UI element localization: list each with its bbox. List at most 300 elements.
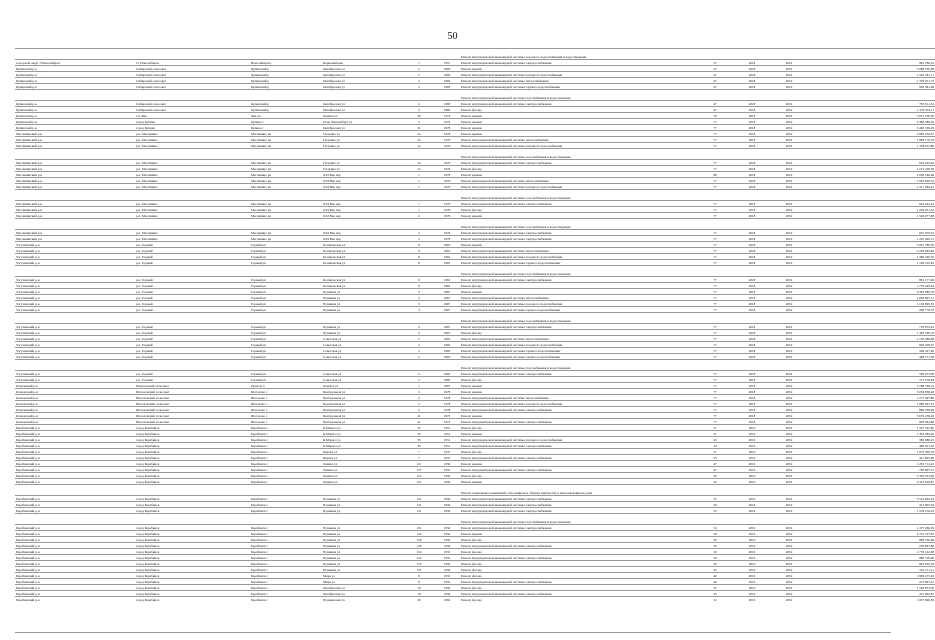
cell-build-year: 1957 (434, 60, 460, 66)
cell-house-number: 3 (404, 119, 434, 125)
cell-year-end: 2019 (770, 389, 808, 395)
cell-municipality: р.п. Горный (135, 330, 250, 336)
cell-cost (808, 360, 935, 371)
table-row (15, 149, 935, 160)
cell-house-number (404, 90, 434, 101)
cell-cost: 3 288 230,68 (808, 66, 935, 72)
cell-area-value: 77 (696, 248, 734, 254)
cell-municipality: город Барабинск (135, 525, 250, 531)
cell-district: Тогучинский р-н (15, 283, 135, 289)
cell-work-type: Ремонт фасада (460, 207, 676, 213)
cell-municipality: р.п. Горный (135, 354, 250, 360)
cell-district: Купинский р-н (15, 125, 135, 131)
cell-municipality: город Барабинск (135, 496, 250, 502)
cell-street: Мира ул (322, 573, 404, 579)
cell-year-end: 2019 (770, 573, 808, 579)
cell-area-value: 55 (696, 496, 734, 502)
cell-house-number: 19 (404, 585, 434, 591)
cell-district: Барабинский р-н (15, 467, 135, 473)
cell-cost: 1 080 943,53 (808, 401, 935, 407)
cell-municipality: р.п. Маслянино (135, 207, 250, 213)
cell-year-end (770, 90, 808, 101)
cell-street: Ленина ул (322, 113, 404, 119)
cell-street: Пушкина ул (322, 567, 404, 573)
cell-build-year: 1978 (434, 125, 460, 131)
cell-area-value: 77 (696, 371, 734, 377)
cell-work-type: Ремонт фасада (460, 561, 676, 567)
cell-build-year: 1950 (434, 508, 460, 514)
cell-work-type: Ремонт крыши (460, 119, 676, 125)
cell-district: Маслянинский р-н (15, 184, 135, 190)
cell-cost: 906 776,79 (808, 307, 935, 313)
cell-cost: 1 838 897,51 (808, 295, 935, 301)
cell-cost: 624 203,02 (808, 160, 935, 166)
cell-street: Советская ул (322, 348, 404, 354)
cell-year-end (770, 190, 808, 201)
cell-area-value: 51 (696, 425, 734, 431)
cell-house-number: 8 (404, 283, 434, 289)
cell-house-number: 21 (404, 413, 434, 419)
cell-house-number: 121 (404, 479, 434, 485)
cell-year-end: 2019 (770, 383, 808, 389)
cell-year-end: 2019 (770, 289, 808, 295)
cell-municipality: город Барабинск (135, 455, 250, 461)
cell-house-number: 36 (404, 113, 434, 119)
cell-year-end: 2019 (770, 101, 808, 107)
cell-municipality: р.п. Горный (135, 242, 250, 248)
cell-locality (250, 313, 322, 324)
cell-year-end: 2019 (770, 461, 808, 467)
cell-year-start: 2018 (734, 260, 770, 266)
cell-street (322, 190, 404, 201)
cell-street (322, 49, 404, 60)
cell-year-start: 2018 (734, 301, 770, 307)
cell-locality: Барабинск г (250, 431, 322, 437)
cell-locality: Маслянино рп (250, 131, 322, 137)
cell-locality: Горный рп (250, 354, 322, 360)
cell-house-number: 121 (404, 473, 434, 479)
cell-municipality: город Барабинск (135, 461, 250, 467)
cell-year-end: 2019 (770, 336, 808, 342)
cell-build-year: 1981 (434, 242, 460, 248)
cell-work-type: Ремонт внутридомовой инженерной системы горячего водоснабжения (460, 307, 676, 313)
cell-cost (808, 313, 935, 324)
cell-locality: Горный рп (250, 348, 322, 354)
cell-cost: 486 201,50 (808, 443, 935, 449)
table-row (15, 313, 935, 324)
cell-house-number (404, 266, 434, 277)
cell-year-start: 2018 (734, 101, 770, 107)
cell-cost (808, 485, 935, 496)
cell-work-type: Ремонт внутридомовой инженерной системы электроснабжения (460, 60, 676, 66)
cell-cost: 1 549 853,30 (808, 585, 935, 591)
cell-area-value: 77 (696, 213, 734, 219)
cell-locality: Шагалово с (250, 395, 322, 401)
cell-build-year: 1979 (434, 178, 460, 184)
cell-house-number: 121 (404, 461, 434, 467)
cell-municipality (135, 49, 250, 60)
cell-build-year (434, 514, 460, 525)
cell-district: Барабинский р-н (15, 431, 135, 437)
cell-house-number (404, 149, 434, 160)
cell-house-number: 1 (404, 201, 434, 207)
cell-year-end: 2019 (770, 413, 808, 419)
cell-year-end (770, 149, 808, 160)
cell-build-year: 1951 (434, 437, 460, 443)
cell-area-value (696, 149, 734, 160)
cell-locality: Барабинск г (250, 555, 322, 561)
cell-district: Маслянинский р-н (15, 178, 135, 184)
cell-area-value: 77 (696, 407, 734, 413)
cell-work-type: Ремонт внутридомовой инженерной системы теплоснабжения (460, 395, 676, 401)
cell-year-end: 2019 (770, 537, 808, 543)
cell-municipality: р.п. Горный (135, 289, 250, 295)
cell-build-year: 1972 (434, 419, 460, 425)
cell-build-year: 1967 (434, 383, 460, 389)
cell-build-year: 1981 (434, 260, 460, 266)
cell-locality: Барабинск г (250, 591, 322, 597)
cell-locality (250, 90, 322, 101)
cell-area-value: 45 (696, 591, 734, 597)
cell-build-year: 1965 (434, 348, 460, 354)
cell-street: XXI Век пер (322, 230, 404, 236)
cell-district: Барабинский р-н (15, 443, 135, 449)
cell-street: Розы Люксембург ул (322, 119, 404, 125)
cell-district: Купинский р-н (15, 78, 135, 84)
cell-municipality: р.п. Маслянино (135, 166, 250, 172)
cell-year-start: 2019 (734, 425, 770, 431)
cell-blank (676, 266, 696, 277)
cell-street: Центральная ул (322, 401, 404, 407)
cell-locality: Барабинск г (250, 443, 322, 449)
cell-year-end (770, 360, 808, 371)
cell-area-value: 50 (696, 502, 734, 508)
cell-street: Центральная ул (322, 419, 404, 425)
cell-blank (676, 514, 696, 525)
cell-year-start: 2018 (734, 354, 770, 360)
cell-street: Октябрьская ул (322, 125, 404, 131)
cell-area-value: 57 (696, 60, 734, 66)
cell-area-value: 45 (696, 437, 734, 443)
cell-year-start: 2019 (734, 437, 770, 443)
cell-area-value: 50 (696, 561, 734, 567)
cell-municipality: р.п. Маслянино (135, 178, 250, 184)
cell-municipality: город Барабинск (135, 449, 250, 455)
cell-year-start: 2018 (734, 307, 770, 313)
cell-locality: Барабинск г (250, 525, 322, 531)
cell-build-year: 1956 (434, 537, 460, 543)
cell-year-end: 2019 (770, 561, 808, 567)
cell-year-end: 2019 (770, 330, 808, 336)
cell-locality: Горный рп (250, 301, 322, 307)
cell-house-number: 136 (404, 537, 434, 543)
cell-year-end (770, 313, 808, 324)
cell-locality: Барабинск г (250, 549, 322, 555)
cell-street: Октябрьская ул (322, 585, 404, 591)
cell-locality: Шагалово с (250, 419, 322, 425)
cell-blank (676, 485, 696, 496)
cell-district: Барабинский р-н (15, 525, 135, 531)
cell-street: Советская ул (322, 342, 404, 348)
cell-area-value: 51 (696, 449, 734, 455)
cell-work-type: Ремонт фасада (460, 107, 676, 113)
cell-street: Пушкина ул (322, 525, 404, 531)
cell-work-type: Ремонт крыши (460, 213, 676, 219)
cell-district: Тогучинский р-н (15, 330, 135, 336)
cell-year-end: 2019 (770, 543, 808, 549)
cell-house-number: 2 (404, 348, 434, 354)
cell-work-type: Ремонт внутридомовой инженерной системы электроснабжения (460, 201, 676, 207)
cell-locality: Горный рп (250, 342, 322, 348)
cell-district: Кочковский р-н (15, 383, 135, 389)
cell-district: Тогучинский р-н (15, 277, 135, 283)
cell-work-type: Ремонт внутридомовой инженерной системы холодного водоснабжения (460, 254, 676, 260)
cell-municipality: Сибирский сельсовет (135, 107, 250, 113)
cell-build-year: 1979 (434, 137, 460, 143)
cell-cost: 421 805,90 (808, 455, 935, 461)
cell-house-number: 2 (404, 236, 434, 242)
cell-district: Кочковский р-н (15, 401, 135, 407)
cell-year-end: 2019 (770, 502, 808, 508)
cell-year-start: 2018 (734, 72, 770, 78)
cell-year-end (770, 219, 808, 230)
cell-street: Кирова ул (322, 449, 404, 455)
cell-municipality (135, 313, 250, 324)
cell-locality (250, 149, 322, 160)
table-row (15, 597, 935, 603)
cell-house-number: 2 (404, 407, 434, 413)
cell-cost: 785 611,52 (808, 101, 935, 107)
cell-work-type: Ремонт внутридомовой инженерной системы электроснабжения (460, 443, 676, 449)
cell-build-year (434, 149, 460, 160)
cell-work-type: Ремонт внутридомовой инженерной системы теплоснабжения (460, 248, 676, 254)
cell-work-type: Ремонт внутридомовой инженерной системы газоснабжения и водоотведения (460, 90, 676, 101)
cell-year-start: 2018 (734, 213, 770, 219)
cell-house-number: 2 (404, 354, 434, 360)
cell-cost: 624 444,19 (808, 201, 935, 207)
cell-year-end: 2019 (770, 342, 808, 348)
cell-area-value (696, 514, 734, 525)
cell-house-number: 8 (404, 254, 434, 260)
cell-build-year: 1951 (434, 443, 460, 449)
cell-locality: Маслянино рп (250, 213, 322, 219)
cell-district: городской округ г.Новосибирск (15, 60, 135, 66)
cell-area-value: 77 (696, 354, 734, 360)
cell-year-start: 2019 (734, 508, 770, 514)
cell-district: Маслянинский р-н (15, 201, 135, 207)
cell-work-type: Ремонт фасада (460, 330, 676, 336)
cell-work-type: Ремонт внутридомовой инженерной системы горячего водоснабжения (460, 260, 676, 266)
cell-cost: 1 204 931,32 (808, 207, 935, 213)
cell-year-start: 2019 (734, 531, 770, 537)
cell-locality: Маслянино рп (250, 172, 322, 178)
cell-house-number: 2 (404, 213, 434, 219)
cell-cost: 894 816,59 (808, 561, 935, 567)
cell-work-type: Ремонт крыши (460, 413, 676, 419)
cell-cost: 2 682 230,47 (808, 131, 935, 137)
cell-locality: Горный рп (250, 289, 322, 295)
cell-year-end: 2019 (770, 591, 808, 597)
cell-district: Тогучинский р-н (15, 307, 135, 313)
cell-street (322, 149, 404, 160)
register-table-sheet (15, 48, 934, 632)
cell-district: Барабинский р-н (15, 496, 135, 502)
cell-municipality: город Купино (135, 119, 250, 125)
cell-year-start: 2018 (734, 277, 770, 283)
cell-year-start: 2018 (734, 289, 770, 295)
cell-area-value (696, 90, 734, 101)
cell-area-value: 77 (696, 401, 734, 407)
cell-build-year: 1983 (434, 84, 460, 90)
table-row (15, 266, 935, 277)
cell-year-end: 2019 (770, 407, 808, 413)
cell-year-start: 2019 (734, 449, 770, 455)
cell-locality: Шагалово с (250, 407, 322, 413)
cell-year-end: 2019 (770, 242, 808, 248)
cell-street: К.Маркса ул (322, 425, 404, 431)
cell-year-end: 2019 (770, 419, 808, 425)
cell-year-start: 2018 (734, 131, 770, 137)
cell-house-number (404, 360, 434, 371)
cell-area-value: 55 (696, 508, 734, 514)
cell-house-number (404, 49, 434, 60)
cell-district: Тогучинский р-н (15, 324, 135, 330)
cell-area-value: 50 (696, 555, 734, 561)
cell-district (15, 149, 135, 160)
cell-district: Купинский р-н (15, 101, 135, 107)
cell-street: К.Маркса ул (322, 437, 404, 443)
cell-street: Пушкина ул (322, 502, 404, 508)
cell-work-type: Ремонт фасада (460, 549, 676, 555)
cell-cost: 2 352 816,87 (808, 479, 935, 485)
cell-build-year: 1979 (434, 143, 460, 149)
table-row (15, 219, 935, 230)
cell-locality (250, 266, 322, 277)
cell-municipality: Сибирский сельсовет (135, 84, 250, 90)
cell-cost: 2 259 665,82 (808, 248, 935, 254)
cell-cost: 962 381,48 (808, 84, 935, 90)
cell-cost: 1 205 469,72 (808, 236, 935, 242)
cell-area-value: 77 (696, 119, 734, 125)
cell-year-end: 2019 (770, 301, 808, 307)
cell-municipality: Решетовский сельсовет (135, 383, 250, 389)
cell-build-year: 1965 (434, 342, 460, 348)
cell-municipality: Сибирский сельсовет (135, 101, 250, 107)
cell-municipality: город Барабинск (135, 543, 250, 549)
cell-work-type: Ремонт подвальных помещений, относящихся к общему имуществу в многоквартирном доме (460, 485, 676, 496)
cell-build-year (434, 90, 460, 101)
cell-house-number (404, 485, 434, 496)
cell-cost: 1 281 712,45 (808, 461, 935, 467)
cell-district: Барабинский р-н (15, 549, 135, 555)
cell-street: Октябрьская ул (322, 107, 404, 113)
cell-year-end: 2019 (770, 236, 808, 242)
cell-year-start: 2018 (734, 84, 770, 90)
cell-cost: 881 177,66 (808, 277, 935, 283)
cell-locality: Купино г (250, 119, 322, 125)
cell-year-end: 2019 (770, 78, 808, 84)
cell-district: Тогучинский р-н (15, 377, 135, 383)
cell-area-value: 51 (696, 431, 734, 437)
cell-build-year: 1979 (434, 236, 460, 242)
cell-work-type: Ремонт внутридомовой инженерной системы горячего водоснабжения (460, 348, 676, 354)
cell-year-end: 2019 (770, 201, 808, 207)
cell-locality: Барабинск г (250, 561, 322, 567)
cell-municipality: р.п. Маслянино (135, 143, 250, 149)
cell-district: Тогучинский р-н (15, 289, 135, 295)
cell-area-value: 77 (696, 336, 734, 342)
cell-house-number: 3 (404, 324, 434, 330)
cell-street: Центральная ул (322, 407, 404, 413)
cell-area-value: 77 (696, 236, 734, 242)
cell-area-value: 77 (696, 295, 734, 301)
cell-district (15, 313, 135, 324)
cell-district: Тогучинский р-н (15, 348, 135, 354)
cell-year-start: 2018 (734, 113, 770, 119)
cell-district: Маслянинский р-н (15, 137, 135, 143)
cell-year-start: 2019 (734, 473, 770, 479)
cell-area-value: 35 (696, 585, 734, 591)
cell-work-type: Ремонт внутридомовой инженерной системы теплоснабжения (460, 336, 676, 342)
cell-street: Октябрьская ул (322, 78, 404, 84)
cell-build-year: 1937 (434, 455, 460, 461)
cell-street: Пушкина ул (322, 307, 404, 313)
cell-area-value: 77 (696, 324, 734, 330)
cell-street: Пушкина ул (322, 289, 404, 295)
cell-year-end: 2019 (770, 597, 808, 603)
cell-work-type: Ремонт фасада (460, 283, 676, 289)
cell-build-year (434, 485, 460, 496)
cell-area-value: 47 (696, 78, 734, 84)
cell-year-start: 2019 (734, 567, 770, 573)
cell-municipality: р.п. Горный (135, 295, 250, 301)
cell-street: Пушкина ул (322, 537, 404, 543)
cell-municipality: город Барабинск (135, 555, 250, 561)
cell-district: Барабинский р-н (15, 567, 135, 573)
cell-year-end: 2019 (770, 437, 808, 443)
cell-work-type: Ремонт внутридомовой инженерной системы газоснабжения и водоотведения (460, 266, 676, 277)
cell-year-start: 2018 (734, 342, 770, 348)
cell-work-type: Ремонт внутридомовой инженерной системы холодного водоснабжения (460, 72, 676, 78)
cell-year-start: 2019 (734, 591, 770, 597)
cell-cost (808, 266, 935, 277)
cell-area-value: 88 (696, 172, 734, 178)
cell-district: Тогучинский р-н (15, 242, 135, 248)
cell-municipality (135, 360, 250, 371)
cell-cost: 1 776 142,98 (808, 549, 935, 555)
cell-build-year: 1965 (434, 336, 460, 342)
cell-year-start: 2018 (734, 242, 770, 248)
cell-locality: Шагалово с (250, 401, 322, 407)
cell-house-number: 155 (404, 561, 434, 567)
cell-year-start: 2018 (734, 207, 770, 213)
cell-area-value: 77 (696, 283, 734, 289)
cell-area-value: 77 (696, 201, 734, 207)
cell-year-end (770, 49, 808, 60)
cell-locality: Горный рп (250, 307, 322, 313)
cell-area-value: 77 (696, 143, 734, 149)
cell-municipality: город Барабинск (135, 425, 250, 431)
cell-build-year: 1951 (434, 425, 460, 431)
cell-year-start: 2018 (734, 119, 770, 125)
cell-area-value: 50 (696, 479, 734, 485)
cell-area-value: 50 (696, 473, 734, 479)
cell-area-value: 43 (696, 443, 734, 449)
cell-area-value: 77 (696, 348, 734, 354)
cell-house-number: 35 (404, 443, 434, 449)
cell-work-type: Ремонт внутридомовой инженерной системы электроснабжения (460, 324, 676, 330)
cell-municipality: р.п. Горный (135, 254, 250, 260)
